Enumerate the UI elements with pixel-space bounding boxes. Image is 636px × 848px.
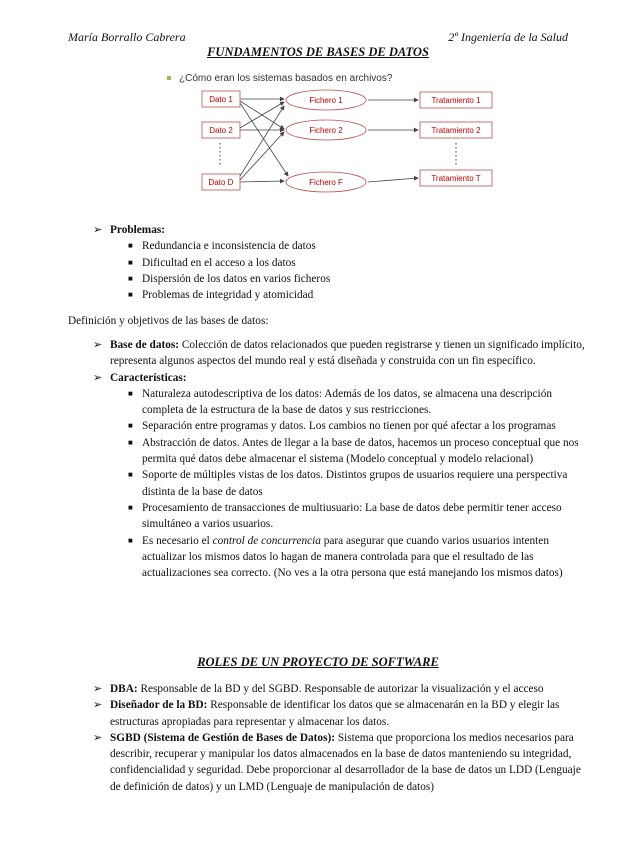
problemas-section <box>93 222 593 303</box>
tratamiento-label: Tratamiento T <box>431 174 481 183</box>
square-bullet-icon: ■ <box>128 388 133 398</box>
list-item: ■ Abstracción de datos. Antes de llegar a la base de datos, hacemos un proceso conceptual que nos permita qué datos debe almacenar el sistema (Modelo conceptual y modelo relacional) <box>128 435 593 468</box>
role-item: ➢ DBA: Responsable de la BD y del SGBD. Responsable de autorizar la visualización y el acceso <box>93 681 593 697</box>
file-system-diagram <box>200 86 500 196</box>
role-item: ➢ SGBD (Sistema de Gestión de Bases de Datos): Sistema que proporciona los medios necesarios para describir, recuperar y manipular los datos almacenados en la base de datos manteniendo su integridad, confidencialidad y seguridad. Debe proporcionar al desarrollador de la base de datos un LDD (Lenguaje de definición de datos) y un LMD (Lenguaje de manipulación de datos) <box>93 730 593 795</box>
list-item: ■ Procesamiento de transacciones de multiusuario: La base de datos debe permitir tener acceso simultáneo a varios usuarios. <box>128 500 593 533</box>
list-item: ■ Es necesario el control de concurrencia para asegurar que cuando varios usuarios intenten actualizar los mismos datos lo hagan de manera controlada para que el resultado de las actualizaciones sea correcto. (No ves a la otra persona que está manejando los mismos datos) <box>128 533 593 582</box>
tratamiento-label: Tratamiento 2 <box>431 126 481 135</box>
square-bullet-icon: ■ <box>128 470 133 480</box>
list-item: ■ Redundancia e inconsistencia de datos <box>128 238 593 254</box>
base-datos-item: ➢ Base de datos: Colección de datos relacionados que pueden registrarse y tienen un significado implícito, representa algunos aspectos del mundo real y está diseñada y construida con un fin específico. <box>93 337 593 370</box>
list-item: ■ Dificultad en el acceso a los datos <box>128 255 593 271</box>
diagram-arrows <box>240 99 418 182</box>
dato-label: Dato D <box>208 178 234 187</box>
dato-label: Dato 2 <box>209 126 233 135</box>
roles-section <box>93 681 593 795</box>
square-bullet-icon: ■ <box>128 502 133 512</box>
square-bullet-icon: ■ <box>128 273 133 283</box>
dato-label: Dato 1 <box>209 95 233 104</box>
fichero-label: Fichero 1 <box>309 96 343 105</box>
list-item: ■ Dispersión de los datos en varios ficheros <box>128 271 593 287</box>
arrow-bullet-icon: ➢ <box>93 699 103 712</box>
page-title: FUNDAMENTOS DE BASES DE DATOS <box>207 45 429 59</box>
square-bullet-icon: ■ <box>128 535 133 545</box>
list-item: ■ Soporte de múltiples vistas de los datos. Distintos grupos de usuarios requiere una perspectiva distinta de la base de datos <box>128 467 593 500</box>
problemas-heading: ➢ Problemas: <box>93 222 593 238</box>
header-author: María Borrallo Cabrera <box>68 30 186 44</box>
fichero-label: Fichero 2 <box>309 126 343 135</box>
square-bullet-icon: ■ <box>128 290 133 300</box>
arrow-bullet-icon: ➢ <box>93 683 103 695</box>
caracteristicas-heading: ➢ Características: <box>93 370 593 386</box>
bullet-square-icon <box>167 76 171 80</box>
square-bullet-icon: ■ <box>128 437 133 447</box>
roles-title: ROLES DE UN PROYECTO DE SOFTWARE <box>197 655 439 669</box>
fichero-label: Fichero F <box>309 178 343 187</box>
list-item: ■ Naturaleza autodescriptiva de los datos: Además de los datos, se almacena una descripción completa de la estructura de la base de datos y sus restricciones. <box>128 386 593 419</box>
square-bullet-icon: ■ <box>128 421 133 431</box>
arrow-bullet-icon: ➢ <box>93 339 103 351</box>
list-item: ■ Separación entre programas y datos. Los cambios no tienen por qué afectar a los programas <box>128 418 593 434</box>
definicion-section <box>93 337 593 581</box>
tratamiento-label: Tratamiento 1 <box>431 96 481 105</box>
arrow-bullet-icon: ➢ <box>93 371 103 384</box>
square-bullet-icon: ■ <box>128 241 133 251</box>
arrow-bullet-icon: ➢ <box>93 224 103 236</box>
role-item: ➢ Diseñador de la BD: Responsable de identificar los datos que se almacenarán en la BD y elegir las estructuras apropiadas para representar y almacenar los datos. <box>93 697 593 730</box>
list-item: ■ Problemas de integridad y atomicidad <box>128 287 593 303</box>
arrow-bullet-icon: ➢ <box>93 731 103 744</box>
figure-caption: ¿Cómo eran los sistemas basados en archivos? <box>167 73 392 84</box>
header-course: 2º Ingeniería de la Salud <box>448 30 568 44</box>
definicion-intro: Definición y objetivos de las bases de datos: <box>68 315 269 327</box>
square-bullet-icon: ■ <box>128 257 133 267</box>
